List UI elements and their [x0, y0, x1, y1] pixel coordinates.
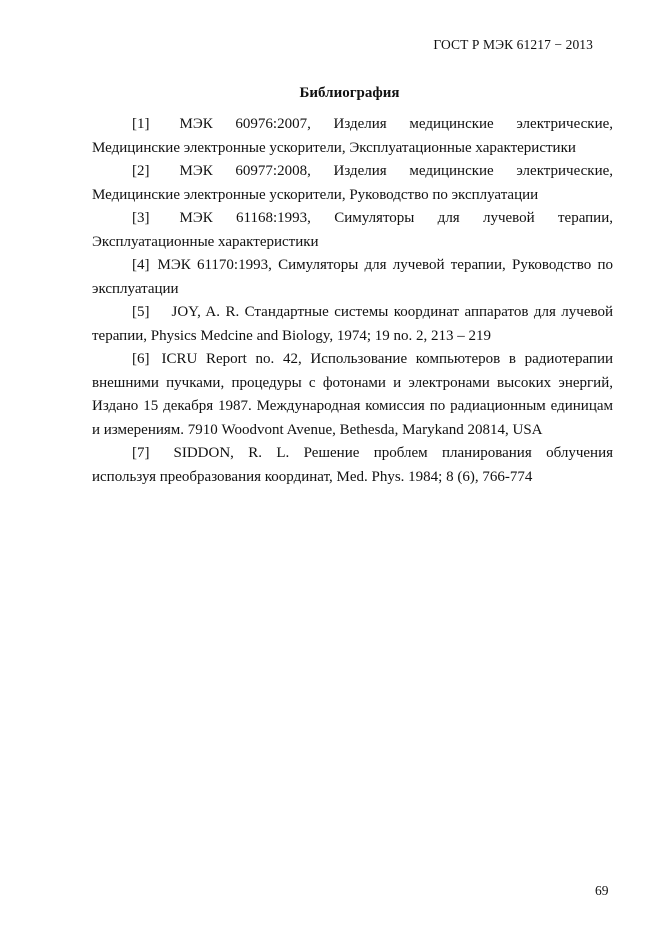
- reference-number: [2]: [132, 163, 150, 179]
- bibliography-entry: [92, 442, 613, 489]
- reference-number: [1]: [132, 116, 150, 132]
- bibliography-entry: [92, 348, 613, 442]
- standard-designation: ГОСТ Р МЭК 61217 − 2013: [433, 37, 593, 52]
- reference-number: [7]: [132, 445, 150, 461]
- reference-text: МЭК 61168:1993, Симуляторы для лучевой терапии, Эксплуатационные характеристики: [92, 210, 613, 250]
- bibliography-entry: [92, 113, 613, 160]
- page-number: 69: [595, 883, 609, 898]
- reference-number: [5]: [132, 304, 150, 320]
- page-title: Библиография: [299, 85, 400, 101]
- reference-text: МЭК 60977:2008, Изделия медицинские электрические, Медицинские электронные ускорители, Руководство по эксплуатации: [92, 163, 613, 203]
- reference-text: МЭК 60976:2007, Изделия медицинские электрические, Медицинские электронные ускорители, Эксплуатационные характеристики: [92, 116, 613, 156]
- bibliography-entry: [92, 160, 613, 207]
- bibliography-entry: [92, 301, 613, 348]
- bibliography-entry: [92, 254, 613, 301]
- reference-number: [6]: [132, 351, 150, 367]
- bibliography-list: [92, 113, 613, 489]
- reference-number: [4]: [132, 257, 150, 273]
- reference-text: JOY, A. R. Стандартные системы координат аппаратов для лучевой терапии, Physics Medcine and Biology, 1974; 19 no. 2, 213 – 219: [92, 304, 613, 344]
- reference-number: [3]: [132, 210, 150, 226]
- reference-text: ICRU Report no. 42, Использование компьютеров в радиотерапии внешними пучками, процедуры с фотонами и электронами высоких энергий, Издано 15 декабря 1987. Международная комиссия по радиационным единицам и измерениям. 7910 Woodvont Avenue, Bethesda, Marykand 20814, USA: [92, 351, 613, 438]
- bibliography-entry: [92, 207, 613, 254]
- reference-text: МЭК 61170:1993, Симуляторы для лучевой терапии, Руководство по эксплуатации: [92, 257, 613, 297]
- reference-text: SIDDON, R. L. Решение проблем планирования облучения используя преобразования координат, Med. Phys. 1984; 8 (6), 766-774: [92, 445, 613, 485]
